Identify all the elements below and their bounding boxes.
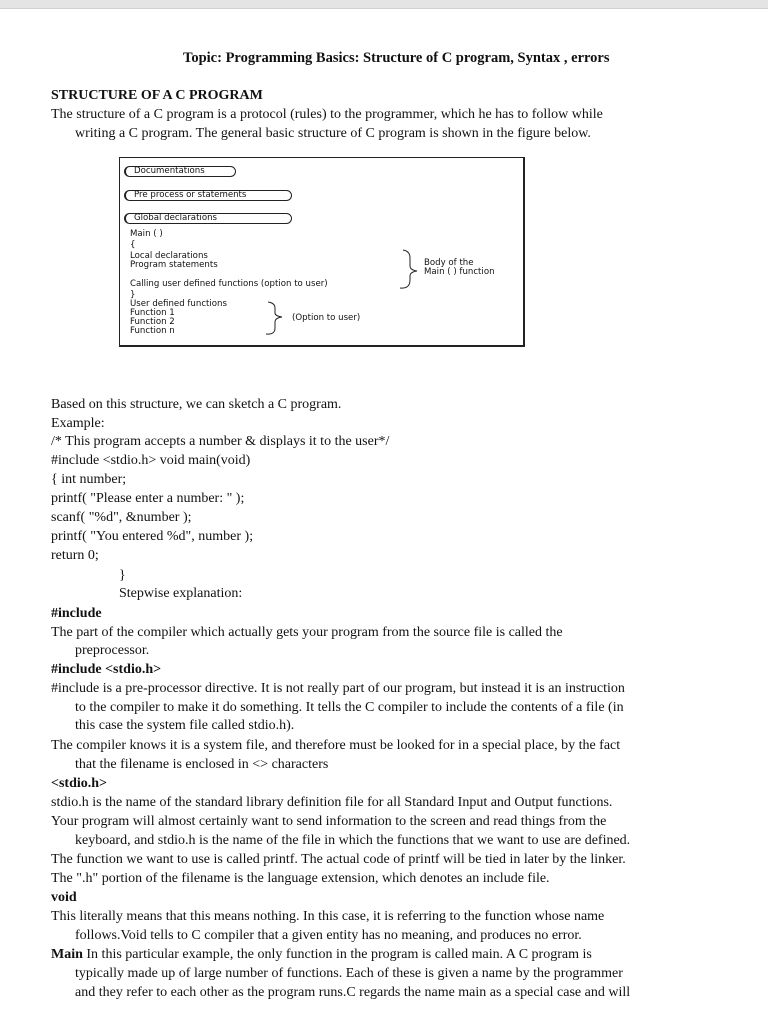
body-label-line-2: Main ( ) function [424, 267, 495, 277]
function-1-label: Function 1 [130, 308, 175, 318]
include-stdio-line-2: to the compiler to make it do something. It tells the C compiler to include the contents of a file (in [75, 700, 624, 715]
main-para-line-2: typically made up of large number of functions. Each of these is given a name by the programmer [75, 966, 623, 981]
include-stdio-line-4: The compiler knows it is a system file, and therefore must be looked for in a special place, by the fact [51, 738, 621, 753]
function-n-label: Function n [130, 326, 175, 336]
stdio-heading: <stdio.h> [51, 776, 108, 791]
body-brace [400, 250, 417, 288]
calling-label: Calling user defined functions (option to user) [130, 279, 328, 289]
code-line-1: /* This program accepts a number & displays it to the user*/ [51, 434, 390, 449]
body-label-line-1: Body of the [424, 258, 474, 268]
open-brace: { [130, 240, 136, 250]
based-line: Based on this structure, we can sketch a C program. [51, 397, 342, 412]
user-defined-label: User defined functions [130, 299, 227, 309]
include-para-line-1: The part of the compiler which actually gets your program from the source file is called the [51, 625, 563, 640]
program-statements-label: Program statements [130, 260, 218, 270]
code-line-3: { int number; [51, 472, 127, 487]
example-label: Example: [51, 416, 105, 431]
global-declarations-label: Global declarations [134, 213, 218, 223]
page-title: Topic: Programming Basics: Structure of C program, Syntax , errors [183, 50, 610, 66]
c-program-structure-figure [119, 157, 525, 347]
include-heading: #include [51, 606, 102, 621]
main-bold-term: Main [51, 947, 83, 962]
stdio-line-1: stdio.h is the name of the standard library definition file for all Standard Input and Output functions. [51, 795, 613, 810]
intro-line-2: writing a C program. The general basic structure of C program is shown in the figure below. [75, 126, 591, 141]
stdio-line-5: The ".h" portion of the filename is the language extension, which denotes an include file. [51, 871, 550, 886]
stepwise-heading: Stepwise explanation: [119, 586, 243, 601]
include-stdio-line-3: this case the system file called stdio.h). [75, 718, 295, 733]
include-para-line-2: preprocessor. [75, 643, 150, 658]
option-to-user-label: (Option to user) [292, 313, 361, 323]
main-para-text: In this particular example, the only function in the program is called main. A C program is [82, 947, 592, 962]
include-stdio-heading: #include <stdio.h> [51, 662, 162, 677]
stdio-line-2: Your program will almost certainly want to send information to the screen and read things from the [51, 814, 607, 829]
void-line-2: follows.Void tells to C compiler that a given entity has no meaning, and produces no error. [75, 928, 582, 943]
include-stdio-line-1: #include is a pre-processor directive. It is not really part of our program, but instead it is an instruction [51, 681, 625, 696]
function-brace [266, 302, 282, 334]
local-declarations-label: Local declarations [130, 251, 208, 261]
void-heading: void [51, 890, 77, 905]
code-line-2: #include <stdio.h> void main(void) [51, 453, 251, 468]
code-close-brace: } [119, 568, 126, 583]
include-stdio-line-5: that the filename is enclosed in <> characters [75, 757, 329, 772]
main-para-line-3: and they refer to each other as the program runs.C regards the name main as a special case and will [75, 985, 631, 1000]
stdio-line-3: keyboard, and stdio.h is the name of the file in which the functions that we want to use are defined. [75, 833, 631, 848]
intro-line-1: The structure of a C program is a protocol (rules) to the programmer, which he has to follow while [51, 107, 603, 122]
documentations-label: Documentations [134, 166, 205, 176]
code-line-5: scanf( "%d", &number ); [51, 510, 192, 525]
section-heading: STRUCTURE OF A C PROGRAM [51, 88, 263, 103]
close-brace: } [130, 290, 136, 300]
preprocess-label: Pre process or statements [134, 190, 247, 200]
main-para-line-1 [51, 946, 592, 963]
code-line-7: return 0; [51, 548, 99, 563]
void-line-1: This literally means that this means nothing. In this case, it is referring to the function whose name [51, 909, 605, 924]
figure-braces [120, 158, 526, 348]
stdio-line-4: The function we want to use is called printf. The actual code of printf will be tied in later by the linker. [51, 852, 626, 867]
code-line-4: printf( "Please enter a number: " ); [51, 491, 245, 506]
function-2-label: Function 2 [130, 317, 175, 327]
code-line-6: printf( "You entered %d", number ); [51, 529, 254, 544]
main-label: Main ( ) [130, 229, 163, 239]
